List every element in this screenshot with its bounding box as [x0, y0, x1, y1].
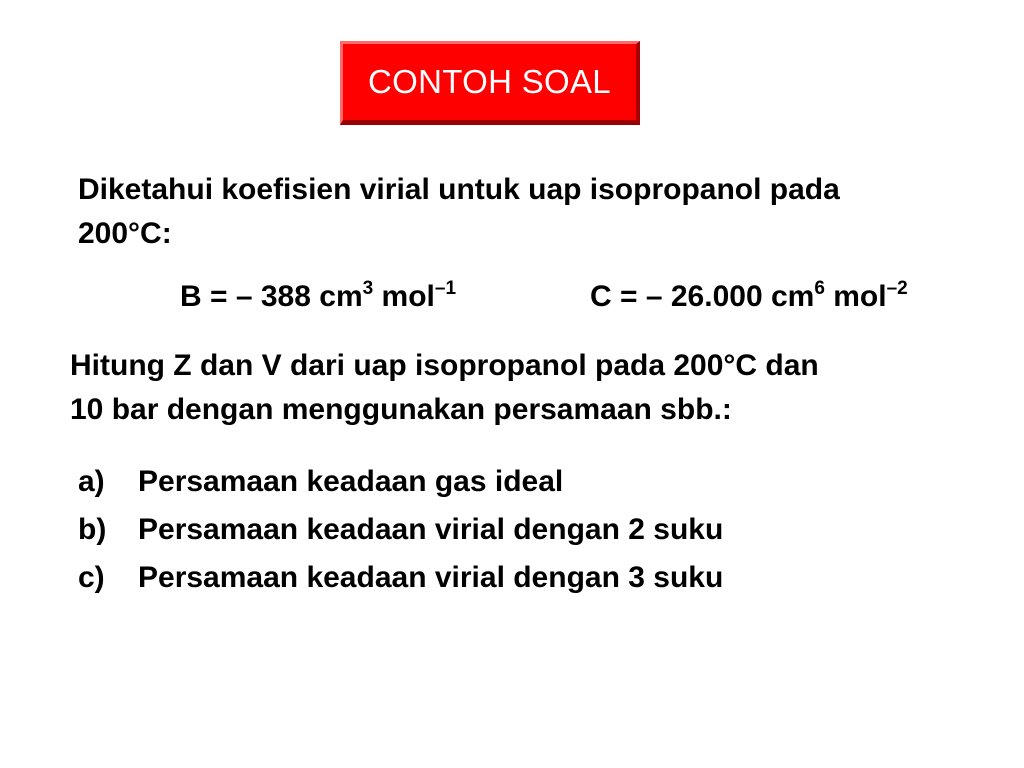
intro-line-2: 200°C: — [78, 217, 172, 250]
answer-list — [78, 458, 723, 602]
equation-b-exponent-1: 3 — [362, 278, 374, 299]
question-line-1: Hitung Z dan V dari uap isopropanol pada 200°C dan — [70, 349, 819, 382]
question-paragraph — [70, 344, 819, 432]
equation-c-exponent-2: –2 — [886, 278, 908, 299]
equation-c — [590, 277, 908, 317]
equation-b-exponent-2: –1 — [434, 278, 457, 299]
equation-c-exponent-1: 6 — [814, 278, 825, 299]
list-marker: a) — [78, 465, 105, 498]
equation-b-prefix: B = – 388 cm — [180, 280, 363, 313]
equation-b-middle: mol — [373, 280, 435, 313]
slide-title: CONTOH SOAL — [368, 63, 611, 100]
intro-paragraph — [78, 168, 840, 256]
list-item-c — [78, 554, 723, 602]
list-item-text: Persamaan keadaan virial dengan 3 suku — [138, 561, 724, 594]
list-item-text: Persamaan keadaan gas ideal — [138, 465, 564, 498]
equation-b — [180, 277, 456, 317]
list-marker: c) — [78, 561, 105, 594]
title-box — [340, 41, 640, 125]
list-item-b — [78, 506, 723, 554]
intro-line-1: Diketahui koefisien virial untuk uap isopropanol pada — [78, 173, 840, 206]
list-item-a — [78, 458, 723, 506]
equation-c-middle: mol — [824, 280, 887, 313]
equation-c-prefix: C = – 26.000 cm — [590, 280, 815, 313]
list-item-text: Persamaan keadaan virial dengan 2 suku — [138, 513, 724, 546]
question-line-2: 10 bar dengan menggunakan persamaan sbb.: — [70, 393, 732, 426]
list-marker: b) — [78, 513, 107, 546]
